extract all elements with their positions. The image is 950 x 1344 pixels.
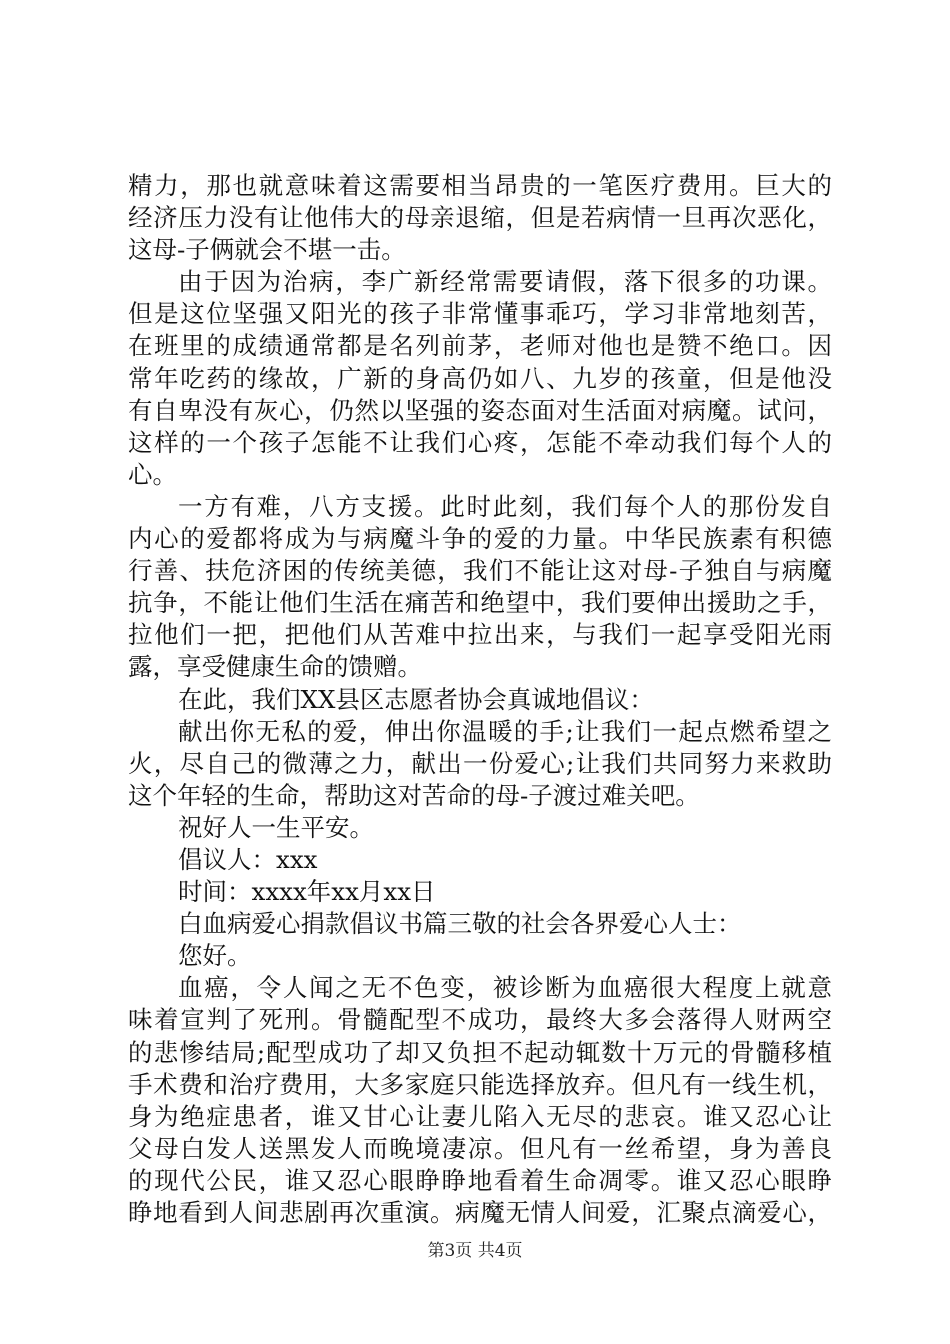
- text-line: 经济压力没有让他伟大的母亲退缩，但是若病情一旦再次恶化，: [128, 203, 832, 233]
- text-line: 这个年轻的生命，帮助这对苦命的母-子渡过难关吧。: [128, 780, 700, 810]
- text-line: 拉他们一把，把他们从苦难中拉出来，与我们一起享受阳光雨: [128, 620, 832, 650]
- text-line: 睁地看到人间悲剧再次重演。病魔无情人间爱，汇聚点滴爱心，: [128, 1198, 832, 1227]
- text-line: 心。: [128, 459, 177, 489]
- text-line: 由于因为治病，李广新经常需要请假，落下很多的功课。: [178, 267, 832, 297]
- text-line: 行善、扶危济困的传统美德，我们不能让这对母-子独自与病魔: [128, 556, 832, 586]
- text-line: 献出你无私的爱，伸出你温暖的手;让我们一起点燃希望之: [178, 716, 832, 746]
- text-line: 常年吃药的缘故，广新的身高仍如八、九岁的孩童，但是他没: [128, 363, 832, 393]
- text-line: 时间：xxxx年xx月xx日: [178, 877, 436, 907]
- text-line: 这样的一个孩子怎能不让我们心疼，怎能不牵动我们每个人的: [128, 427, 832, 457]
- text-line: 在班里的成绩通常都是名列前茅，老师对他也是赞不绝口。因: [128, 331, 832, 361]
- text-line: 有自卑没有灰心，仍然以坚强的姿态面对生活面对病魔。试问，: [128, 395, 832, 425]
- text-line: 一方有难，八方支援。此时此刻，我们每个人的那份发自: [178, 491, 832, 521]
- text-line: 的悲惨结局;配型成功了却又负担不起动辄数十万元的骨髓移植: [128, 1037, 832, 1067]
- text-line: 内心的爱都将成为与病魔斗争的爱的力量。中华民族素有积德: [128, 524, 832, 554]
- text-line: 的现代公民，谁又忍心眼睁睁地看着生命凋零。谁又忍心眼睁: [128, 1165, 832, 1195]
- text-line: 露，享受健康生命的馈赠。: [128, 652, 422, 682]
- text-line: 味着宣判了死刑。骨髓配型不成功，最终大多会落得人财两空: [128, 1005, 832, 1035]
- text-line: 火，尽自己的微薄之力，献出一份爱心;让我们共同努力来救助: [128, 748, 832, 778]
- page-footer: 第3页 共4页: [427, 1241, 523, 1261]
- text-line: 在此，我们XX县区志愿者协会真诚地倡议：: [178, 684, 654, 714]
- text-line: 抗争，不能让他们生活在痛苦和绝望中，我们要伸出援助之手，: [128, 588, 832, 618]
- text-line: 但是这位坚强又阳光的孩子非常懂事乖巧，学习非常地刻苦，: [128, 299, 832, 329]
- text-line: 精力，那也就意味着这需要相当昂贵的一笔医疗费用。巨大的: [128, 171, 832, 200]
- text-line: 父母白发人送黑发人而晚境凄凉。但凡有一丝希望，身为善良: [128, 1133, 832, 1163]
- text-line: 祝好人一生平安。: [178, 812, 374, 842]
- text-line: 这母-子俩就会不堪一击。: [128, 235, 406, 265]
- document-body: [128, 170, 832, 1229]
- text-line: 倡议人：xxx: [178, 844, 318, 874]
- text-line: 您好。: [178, 941, 252, 971]
- text-line: 身为绝症患者，谁又甘心让妻儿陷入无尽的悲哀。谁又忍心让: [128, 1101, 832, 1131]
- text-line: 白血病爱心捐款倡议书篇三敬的社会各界爱心人士：: [178, 909, 742, 939]
- text-line: 手术费和治疗费用，大多家庭只能选择放弃。但凡有一线生机，: [128, 1069, 832, 1099]
- text-line: 血癌，令人闻之无不色变，被诊断为血癌很大程度上就意: [178, 973, 832, 1003]
